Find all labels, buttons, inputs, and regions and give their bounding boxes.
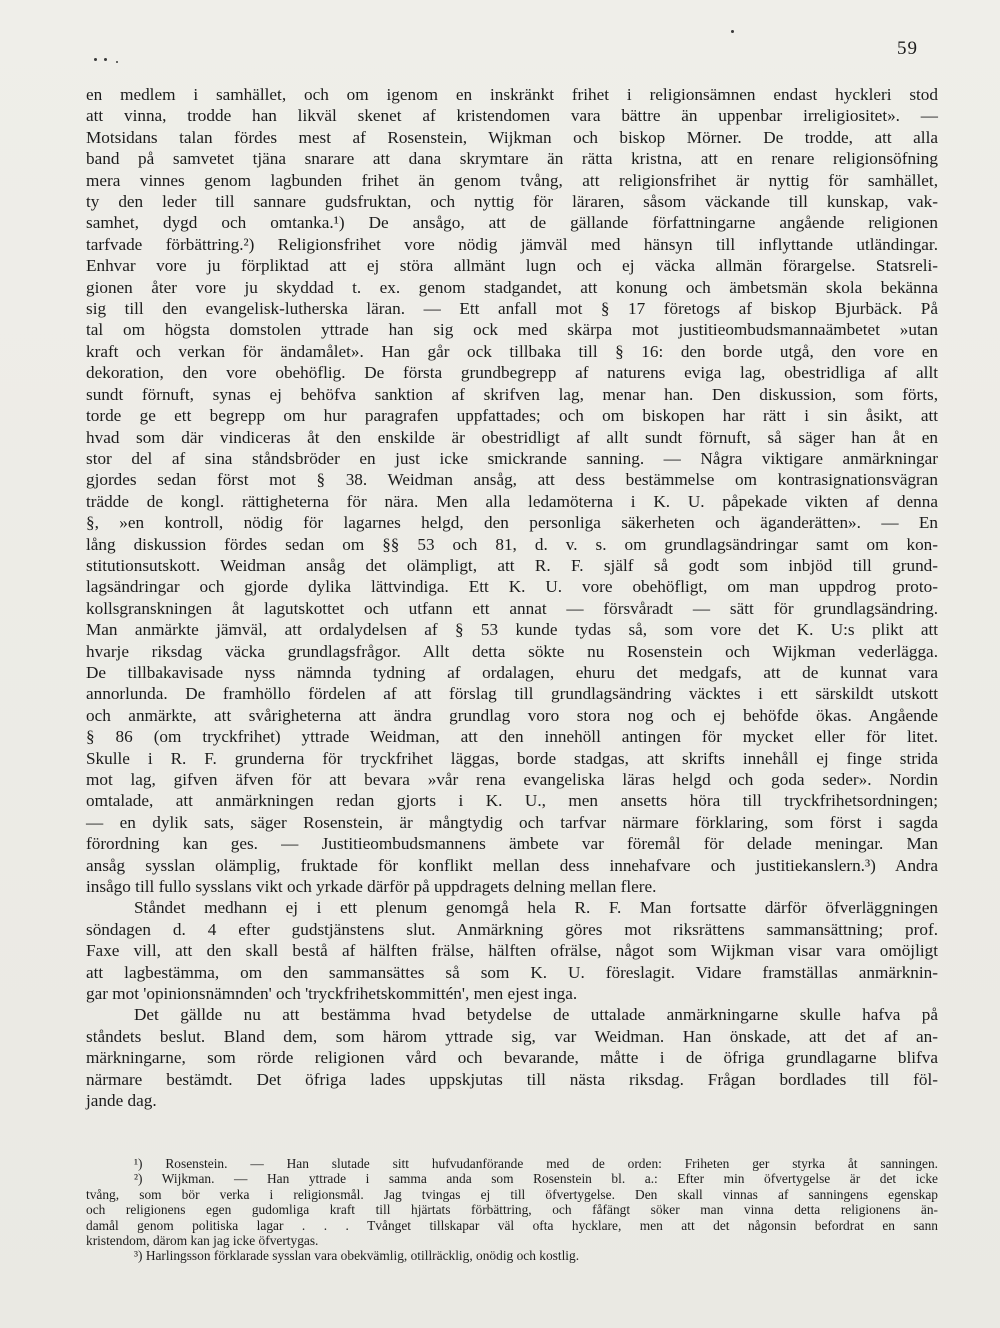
body-line: annorlunda. De framhöllo fördelen af att förslag till grundlagsändring väcktes i ett särskildt utskott — [86, 684, 938, 704]
footnote-line: och religionens egen gudomliga kraft till hjärtats förbättring, och fåfängt söker man vinna detta religionens än- — [86, 1202, 938, 1218]
body-line: Motsidans talan fördes mest af Rosenstein, Wijkman och biskop Mörner. De trodde, att alla — [86, 127, 938, 147]
footnote-line: damål genom politiska lagar . . . Tvånget tillskapar väl ofta hycklare, men att det någonsin befordrat en sann — [86, 1217, 938, 1233]
body-line: omtalade, att anmärkningen redan gjorts i K. U., men ansetts höra till tryckfrihetsordningen; — [86, 791, 938, 811]
footnotes — [86, 1156, 938, 1264]
scan-speck — [94, 58, 97, 61]
body-line: gionen åter vore ju skyddad t. ex. genom stadgandet, att konung och ämbetsmän skola bekänna — [86, 277, 938, 297]
footnote-line: kristendom, därom kan jag icke öfvertygas. — [86, 1233, 319, 1249]
body-line: mera vinnes genom lagbunden frihet än genom tvång, att religionsfrihet är nyttig för samhället, — [86, 170, 938, 190]
body-line: gar mot 'opinionsnämnden' och 'tryckfrihetskommittén', men ejest inga. — [86, 984, 578, 1004]
body-line: jande dag. — [86, 1091, 157, 1111]
footnote-line: ¹) Rosenstein. — Han slutade sitt hufvudanförande med de orden: Friheten ger styrka åt sanningen. — [134, 1156, 938, 1171]
body-line: ansåg sysslan olämplig, fruktade för konflikt mellan dess innehafvare och justitiekanslern.³) Andra — [86, 855, 938, 875]
body-line: ty den leder till sannare gudsfruktan, och nyttig för läraren, såsom väckande till kunskap, vak- — [86, 192, 938, 212]
body-line: Skulle i R. F. grunderna för tryckfrihet läggas, borde stadgas, att skrifts innehåll ej finge strida — [86, 748, 938, 768]
body-line: Faxe vill, att den skall bestå af hälften frälse, hälften ofrälse, något som Wijkman visar vara omöjligt — [86, 941, 938, 961]
body-line: Det gällde nu att bestämma hvad betydelse de uttalade anmärkningarne skulle hafva på — [134, 1005, 938, 1025]
body-line: söndagen d. 4 efter gudstjänstens slut. Anmärkning göres mot riksrättens sammansättning; prof. — [86, 919, 938, 939]
footnote-line: ³) Harlingsson förklarade sysslan vara obekvämlig, otillräcklig, onödig och kostlig. — [134, 1248, 580, 1264]
body-line: gjordes sedan först mot § 38. Weidman ansåg, att dess bestämmelse om kontrasignationsvägran — [86, 470, 938, 490]
footnote-line: ²) Wijkman. — Han yttrade i samma anda som Rosenstein bl. a.: Efter min öfvertygelse är det icke — [134, 1171, 938, 1187]
body-line: dekoration, den vore obehöflig. De första grundbegrepp af naturens eviga lag, obestridliga af allt — [86, 363, 938, 383]
body-line: § 86 (om tryckfrihet) yttrade Weidman, att den innehöll antingen för mycket eller för litet. — [86, 727, 938, 747]
body-line: att vinna, trodde han likväl skenet af kristendomen vara bättre än uppenbar irreligiositet». — — [86, 106, 938, 126]
body-line: §, »en kontroll, nödig för lagarnes helgd, den personliga säkerheten och äganderätten». — En — [86, 513, 938, 533]
body-line: och anmärkte, att svårigheterna att ändra grundlag voro stora nog och ej behöfde ökas. Angående — [86, 705, 938, 725]
body-line: insågo till fullo sysslans vikt och yrkade därför på uppdragets delning mellan flere. — [86, 877, 657, 897]
body-line: De tillbakavisade nyss nämnda tydning af ordalagen, ehuru det medgafs, att de kunnat vara — [86, 662, 938, 682]
body-line: kollsgranskningen åt lagutskottet och utfann ett annat — försvåradt — sätt för grundlagsändring. — [86, 598, 938, 618]
body-line: torde ge ett begrepp om hur paragrafen uppfattades; och om biskopen har rätt i sin åsikt, att — [86, 406, 938, 426]
body-line: ståndets beslut. Bland dem, som härom yttrade sig, var Weidman. Han önskade, att det af an- — [86, 1026, 938, 1046]
body-line: kraft och verkan för ändamålet». Han går ock tillbaka till § 16: den borde utgå, den vore en — [86, 341, 938, 361]
body-line: märkningarne, som rörde religionen vård och bevarande, måtte i de öfriga grundlagarne blifva — [86, 1048, 938, 1068]
scan-speck — [104, 58, 107, 61]
footnote-line: tvång, som bör verka i religionsmål. Jag tvingas ej till öfvertygelse. Den skall vinnas af sanningens egenskap — [86, 1186, 938, 1202]
body-line: tarfvade förbättring.²) Religionsfrihet vore nödig jämväl med hänsyn till inflyttande utländingar. — [86, 234, 938, 254]
body-line: mot lag, gifven äfven för att bevara »vår rena evangeliska läras helgd och goda seder». Nordin — [86, 770, 938, 789]
body-line: närmare bestämdt. Det öfriga lades uppskjutas till nästa riksdag. Frågan bordlades till föl- — [86, 1069, 938, 1089]
body-line: trädde de kongl. rättigheterna för nära. Men alla ledamöterna i K. U. påpekade vikten af denna — [86, 491, 938, 511]
body-line: — en dylik sats, säger Rosenstein, är mångtydig och tarfvar närmare förklaring, som först i sagda — [86, 812, 938, 832]
scan-speck — [731, 30, 734, 33]
body-line: sig till den evangelisk-lutherska läran. — Ett anfall mot § 17 företogs af biskop Bjurbäck. På — [86, 299, 938, 319]
scan-speck — [116, 61, 118, 63]
body-line: samhet, dygd och omtanka.¹) De ansågo, att de gällande författningarne angående religionen — [86, 213, 938, 233]
body-line: Man anmärkte jämväl, att ordalydelsen af § 53 kunde tydas så, som vore det K. U:s plikt att — [86, 620, 938, 640]
body-line: sundt förnuft, synas ej behöfva sanktion af skrifven lag, menar han. Den diskussion, som förts, — [86, 384, 938, 404]
body-line: lång diskussion fördes sedan om §§ 53 och 81, d. v. s. om grundlagsändringar samt om kon- — [86, 534, 938, 554]
page-number: 59 — [897, 38, 918, 59]
body-text — [86, 84, 938, 1112]
body-line: hvarje riksdag väcka grundlagsfrågor. Allt detta sökte nu Rosenstein och Wijkman vederlägga. — [86, 641, 938, 661]
body-line: en medlem i samhället, och om igenom en inskränkt frihet i religionsämnen endast hyckleri stod — [86, 85, 938, 104]
body-line: tal om högsta domstolen yttrade han sig ock med skärpa mot justitieombudsmannaämbetet »utan — [86, 320, 938, 340]
body-line: att lagbestämma, om den sammansättes så som K. U. föreslagit. Vidare framställas anmärknin- — [86, 962, 938, 982]
body-line: stitutionsutskott. Weidman ansåg det olämpligt, att R. F. själf så godt som inbjöd till grund- — [86, 555, 938, 575]
body-line: Enhvar vore ju förpliktad att ej störa allmänt lugn och ej väcka allmän förargelse. Statsreli- — [86, 256, 938, 276]
body-line: Ståndet medhann ej i ett plenum genomgå hela R. F. Man fortsatte därför öfverläggningen — [134, 898, 938, 918]
body-line: band på samvetet tjäna snarare att dana skrymtare än rätta kristna, att en renare religionsöfning — [86, 149, 938, 169]
body-line: lagsändringar och gjorde dylika lättvindiga. Ett K. U. vore obehöfligt, om man uppdrog proto- — [86, 577, 938, 597]
body-line: förordning kan ges. — Justitieombudsmannens ämbete var föremål för delade meningar. Man — [86, 834, 938, 854]
body-line: stor del af sina ståndsbröder en just icke smickrande sanning. — Några viktigare anmärkningar — [86, 448, 938, 468]
body-line: hvad som där vindiceras åt den enskilde är obestridligt af allt sundt förnuft, så säger han åt en — [86, 427, 938, 447]
